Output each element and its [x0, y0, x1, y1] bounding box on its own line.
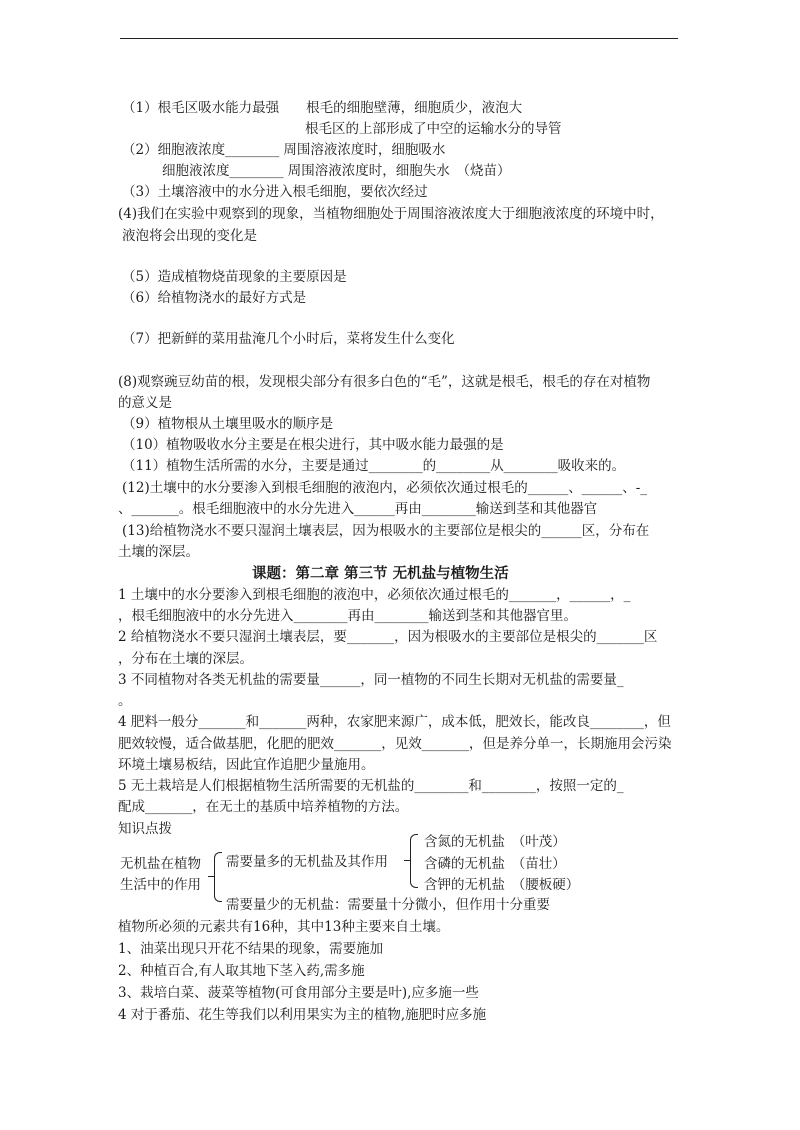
knowledge-heading: 知识点拨: [118, 821, 172, 837]
b4-line: 4 对于番茄、花生等我们以利用果实为主的植物,施肥时应多施: [118, 1007, 487, 1023]
q13-line-2: 土壤的深层。: [118, 544, 199, 560]
q6-line: （6）给植物浇水的最好方式是: [122, 290, 307, 306]
q12-line: (12)土壤中的水分要渗入到根毛细胞的液泡内，必须依次通过根毛的______、______、-_: [122, 480, 648, 496]
b1-line: 1、油菜出现只开花不结果的现象，需要施加: [118, 941, 384, 957]
diagram-root-line-1: 无机盐在植物: [120, 856, 201, 872]
elements-note: 植物所必须的元素共有16种，其中13种主要来自土壤。: [118, 919, 450, 935]
q11-line: （11）植物生活所需的水分，主要是通过________的________从________吸收来的。: [122, 458, 626, 474]
s5-line-2: 配成_______，在无土的基质中培养植物的方法。: [118, 799, 409, 815]
branch-less: 需要量少的无机盐：需要量十分微小，但作用十分重要: [226, 897, 550, 913]
q12-line-2: 、_______。根毛细胞液中的水分先进入______再由________输送到茎和其他器官: [118, 501, 598, 517]
branch-more: 需要量多的无机盐及其作用: [226, 854, 388, 870]
b2-line: 2、种植百合,有人取其地下茎入药,需多施: [118, 963, 365, 979]
s3-line: 3 不同植物对各类无机盐的需要量______，同一植物的不同生长期对无机盐的需要量_: [118, 672, 624, 688]
s3-line-2: 。: [118, 693, 132, 709]
q9-line: （9）植物根从土壤里吸水的顺序是: [122, 416, 334, 432]
s1-line-2: ，根毛细胞液中的水分先进入________再由________输送到茎和其他器官里。: [118, 608, 577, 624]
b3-line: 3、栽培白菜、菠菜等植物(可食用部分主要是叶),应多施一些: [118, 985, 479, 1001]
potassium-item: 含钾的无机盐 （腰板硬）: [424, 877, 580, 893]
diagram-root-line-2: 生活中的作用: [120, 877, 201, 893]
q8-line: (8)观察豌豆幼苗的根，发现根尖部分有很多白色的“毛”，这就是根毛，根毛的存在对植物: [118, 374, 651, 390]
q1-line-2: 根毛区的上部形成了中空的运输水分的导管: [305, 121, 562, 137]
inner-brace: [410, 834, 418, 888]
q7-line: （7）把新鲜的菜用盐淹几个小时后，菜将发生什么变化: [122, 331, 455, 347]
q4-line-2: 液泡将会出现的变化是: [122, 228, 257, 244]
q3-line: （3）土壤溶液中的水分进入根毛细胞，要依次经过: [122, 184, 428, 200]
q13-line: (13)给植物浇水不要只湿润土壤表层，因为根吸水的主要部位是根尖的______区，分布在: [122, 523, 650, 539]
q5-line: （5）造成植物烧苗现象的主要原因是: [122, 269, 347, 285]
s2-line-2: ，分布在土壤的深层。: [118, 651, 253, 667]
nitrogen-item: 含氮的无机盐 （叶茂）: [424, 834, 566, 850]
q8-line-2: 的意义是: [118, 395, 172, 411]
outer-brace-tip: [208, 876, 214, 877]
header-rule: [120, 38, 678, 39]
inner-brace-tip: [404, 860, 410, 861]
s5-line: 5 无土栽培是人们根据植物生活所需要的无机盐的________和________，按照一定的_: [118, 778, 624, 794]
q2-line-2: 细胞液浓度________ 周围溶液浓度时，细胞失水 （烧苗）: [162, 163, 511, 179]
s1-line: 1 土壤中的水分要渗入到根毛细胞的液泡中，必须依次通过根毛的_______，______，_: [118, 587, 631, 603]
q2-line: （2）细胞液浓度________ 周围溶液浓度时，细胞吸水: [122, 142, 446, 158]
q10-line: （10）植物吸收水分主要是在根尖进行，其中吸水能力最强的是: [122, 437, 504, 453]
outer-brace: [214, 852, 222, 902]
q4-line: (4)我们在实验中观察到的现象，当植物细胞处于周围溶液浓度大于细胞液浓度的环境中时，: [118, 206, 664, 222]
section-title: 课题：第二章 第三节 无机盐与植物生活: [252, 566, 509, 582]
q1-line: （1）根毛区吸水能力最强 根毛的细胞壁薄，细胞质少，液泡大: [122, 100, 523, 116]
s4-line-3: 环境土壤易板结，因此宜作追肥少量施用。: [118, 757, 375, 773]
s4-line: 4 肥料一般分_______和_______两种，农家肥来源广，成本低，肥效长，能改良________，但: [118, 714, 671, 730]
s4-line-2: 肥效较慢，适合做基肥，化肥的肥效_______，见效_______，但是养分单一，长期施用会污染: [118, 736, 672, 752]
s2-line: 2 给植物浇水不要只湿润土壤表层，要_______，因为根吸水的主要部位是根尖的_______区: [118, 629, 658, 645]
phosphorus-item: 含磷的无机盐 （苗壮）: [424, 856, 566, 872]
